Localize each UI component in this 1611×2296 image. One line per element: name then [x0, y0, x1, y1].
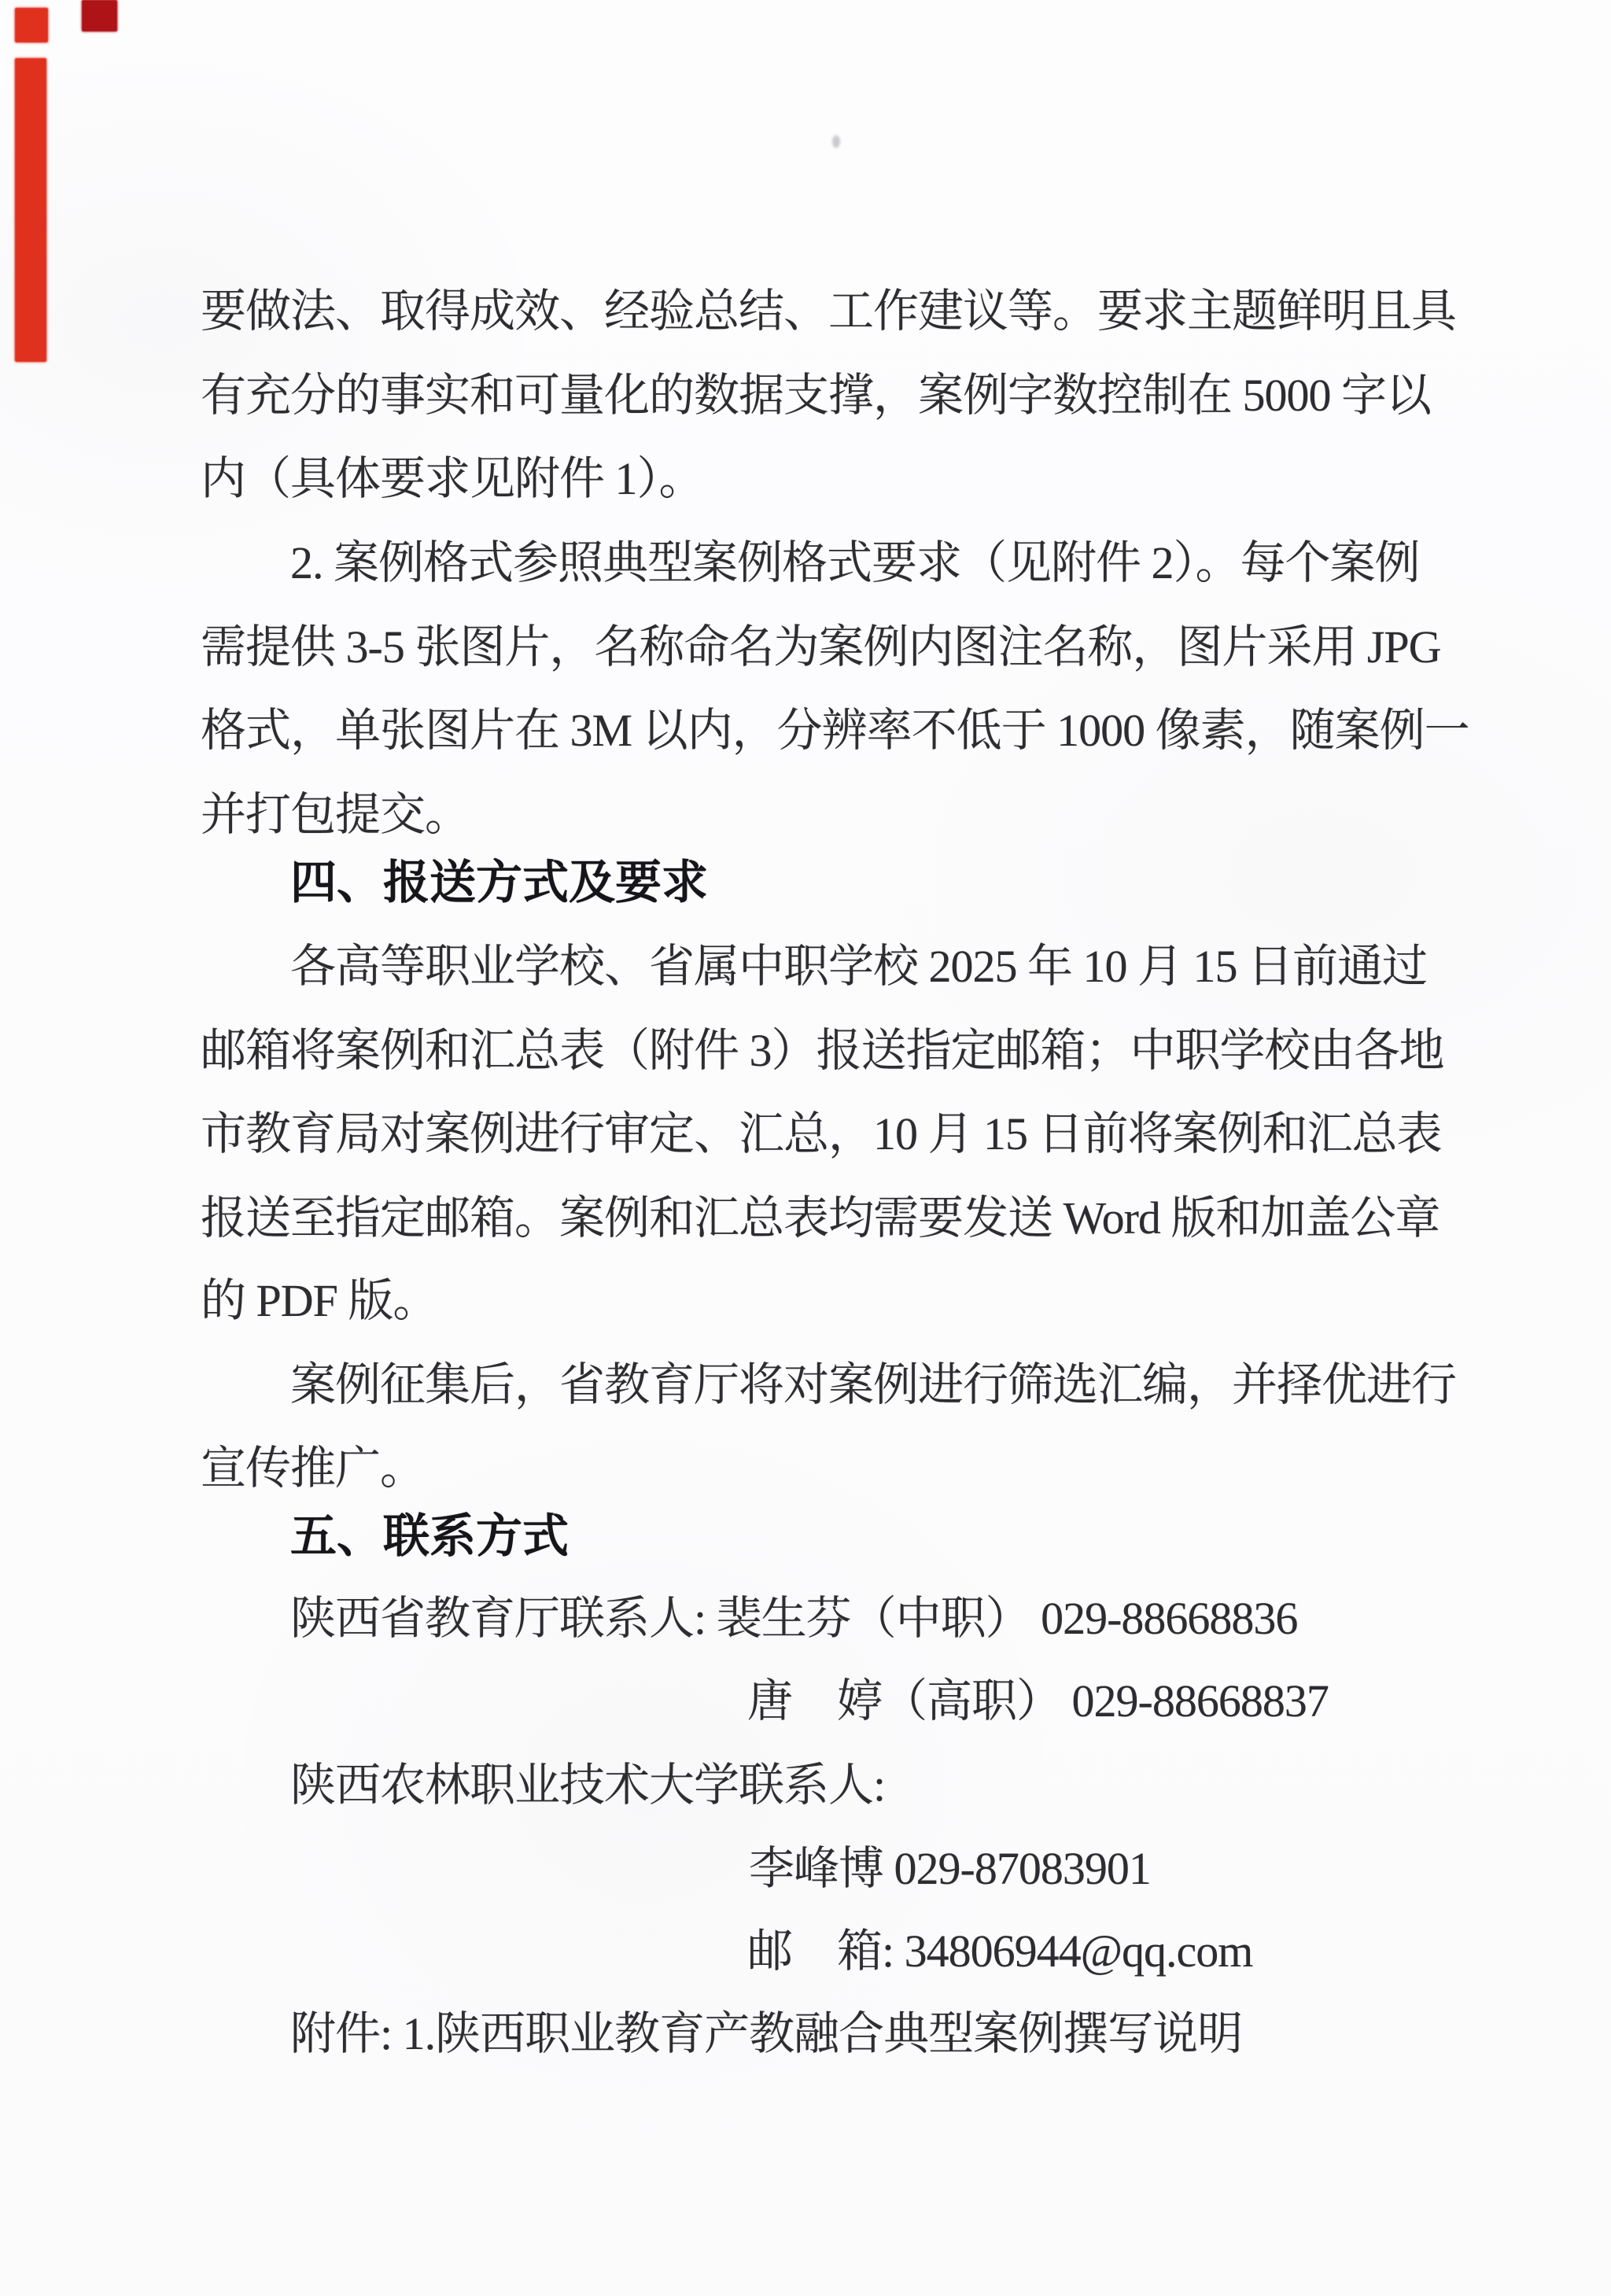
text-line: 邮箱将案例和汇总表（附件 3）报送指定邮箱；中职学校由各地: [201, 1025, 1444, 1076]
text-line: 的 PDF 版。: [201, 1275, 438, 1326]
text-line: 2. 案例格式参照典型案例格式要求（见附件 2）。每个案例: [290, 537, 1420, 588]
text-line: 唐 婷（高职） 029-88668837: [747, 1675, 1329, 1727]
text-line: 邮 箱: 34806944@qq.com: [747, 1926, 1253, 1977]
scan-speck: [832, 135, 840, 148]
text-line: 陕西农林职业技术大学联系人:: [290, 1760, 886, 1811]
red-stamp-right-square: [82, 0, 117, 31]
section-heading: 四、报送方式及要求: [290, 857, 709, 908]
text-line: 李峰博 029-87083901: [749, 1843, 1151, 1894]
text-line: 并打包提交。: [201, 789, 470, 840]
text-line: 各高等职业学校、省属中职学校 2025 年 10 月 15 日前通过: [290, 941, 1428, 992]
text-line: 案例征集后，省教育厅将对案例进行筛选汇编，并择优进行: [290, 1359, 1457, 1410]
text-line: 附件: 1.陕西职业教育产教融合典型案例撰写说明: [290, 2008, 1243, 2059]
text-line: 有充分的事实和可量化的数据支撑，案例字数控制在 5000 字以: [201, 370, 1432, 421]
text-line: 要做法、取得成效、经验总结、工作建议等。要求主题鲜明且具: [201, 286, 1457, 337]
text-line: 报送至指定邮箱。案例和汇总表均需要发送 Word 版和加盖公章: [201, 1192, 1440, 1244]
text-line: 格式，单张图片在 3M 以内，分辨率不低于 1000 像素，随案例一: [201, 705, 1469, 756]
text-line: 市教育局对案例进行审定、汇总，10 月 15 日前将案例和汇总表: [201, 1108, 1442, 1159]
text-line: 宣传推广。: [201, 1443, 426, 1494]
section-heading: 五、联系方式: [290, 1510, 570, 1562]
red-stamp-upper-square: [15, 8, 48, 42]
text-line: 需提供 3-5 张图片，名称命名为案例内图注名称，图片采用 JPG: [201, 621, 1441, 673]
text-line: 内（具体要求见附件 1）。: [201, 453, 704, 504]
text-line: 陕西省教育厅联系人: 裴生芬（中职） 029-88668836: [290, 1593, 1298, 1644]
red-stamp-vertical-bar: [15, 58, 46, 362]
